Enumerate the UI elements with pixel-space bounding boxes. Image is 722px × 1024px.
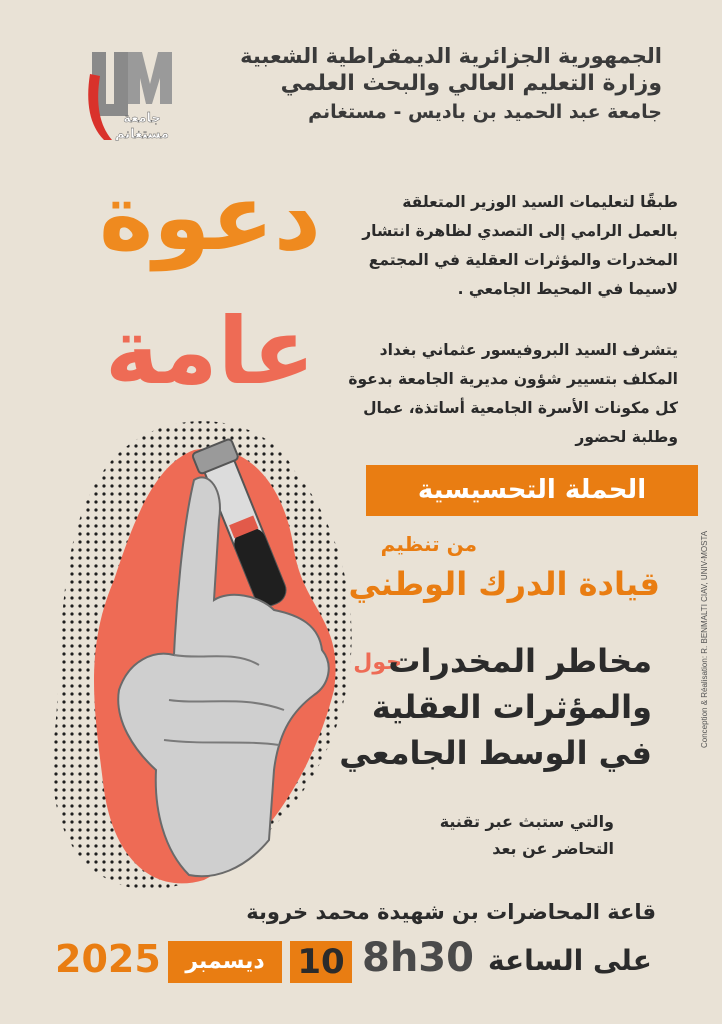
- country-name: الجمهورية الجزائرية الديمقراطية الشعبية: [240, 44, 662, 68]
- venue: قاعة المحاضرات بن شهيدة محمد خروبة: [246, 900, 656, 924]
- invitation-paragraph: يتشرف السيد البروفيسور عثماني بغداد المكلف بتسيير شؤون مديرية الجامعة بدعوة كل مكونات الأسرة الجامعية أساتذة، عمال وطلبة لحضور: [348, 341, 678, 446]
- organizer-name: قيادة الدرك الوطني: [348, 565, 660, 603]
- event-time: 8h30: [362, 935, 474, 981]
- university-logo: [84, 44, 174, 144]
- topic: [332, 638, 652, 776]
- header: [182, 42, 662, 126]
- ministry-name: وزارة التعليم العالي والبحث العلمي: [280, 71, 662, 96]
- topic-line-3: في الوسط الجامعي: [339, 734, 652, 772]
- svg-text:مستغانم: مستغانم: [115, 127, 169, 142]
- svg-text:جامعة: جامعة: [123, 111, 161, 126]
- event-day: 10: [290, 941, 352, 983]
- about-label: حول: [353, 650, 402, 675]
- organizer-label: من تنظيم: [380, 532, 477, 556]
- title-line-1: دعوة: [98, 164, 322, 271]
- time-label: على الساعة: [488, 944, 652, 977]
- event-month: ديسمبر: [168, 941, 282, 983]
- intro-paragraph: طبقًا لتعليمات السيد الوزير المتعلقة بالعمل الرامي إلى التصدي لظاهرة انتشار المخدرات والمؤثرات العقلية في المجتمع لاسيما في المحيط الجامعي .: [362, 193, 678, 298]
- campaign-banner: الحملة التحسيسية: [366, 465, 698, 516]
- gloved-hand-test-tube-illustration: [44, 410, 374, 910]
- title-line-2: عامة: [104, 298, 316, 405]
- event-year: 2025: [55, 937, 161, 981]
- note-line-2: التحاضر عن بعد: [492, 839, 614, 858]
- note-line-1: والتي ستبث عبر تقنية: [439, 812, 614, 831]
- topic-line-1: مخاطر المخدرات: [388, 642, 652, 680]
- topic-line-2: والمؤثرات العقلية: [371, 688, 652, 726]
- university-name: جامعة عبد الحميد بن باديس - مستغانم: [308, 101, 662, 123]
- design-credit: Conception & Réalisation: R. BENMALTI CIAV, UNIV-MOSTA: [700, 530, 709, 748]
- broadcast-note: [440, 808, 614, 862]
